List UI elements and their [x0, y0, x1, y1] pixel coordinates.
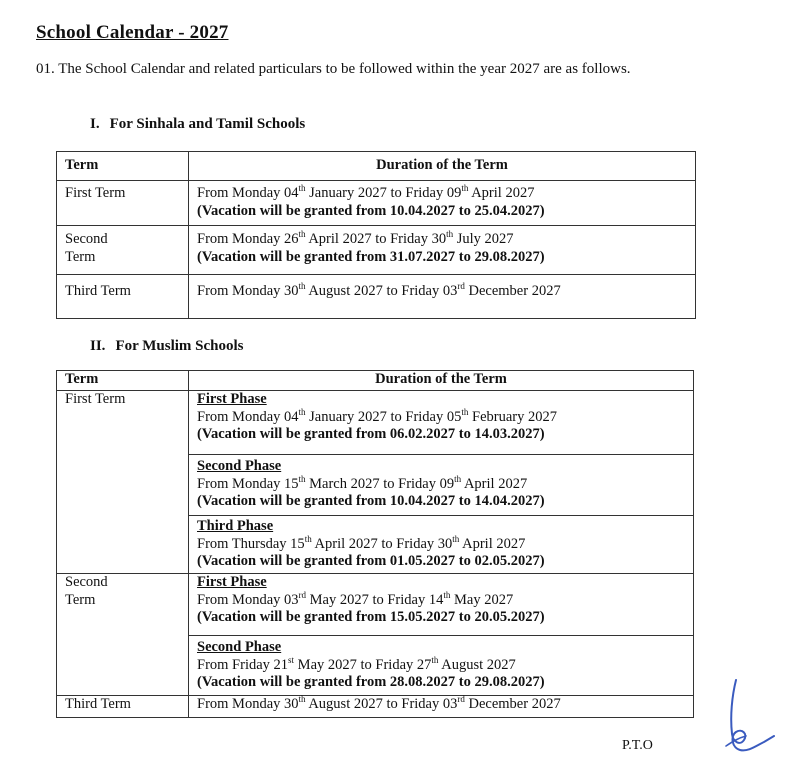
table-header-row	[57, 152, 696, 181]
term-label: First Term	[65, 185, 126, 201]
term-cell	[57, 275, 189, 319]
term-label: First Term	[65, 391, 126, 407]
term-cell	[57, 226, 189, 275]
vacation-text: (Vacation will be granted from 15.05.2027 to 20.05.2027)	[197, 609, 545, 625]
duration-cell	[189, 226, 696, 275]
vacation-text: (Vacation will be granted from 31.07.2027 to 29.08.2027)	[197, 249, 545, 265]
phase-title: First Phase	[197, 391, 267, 407]
duration-text: From Thursday 15th April 2027 to Friday 30th April 2027	[197, 533, 526, 552]
table-row	[57, 574, 694, 636]
phase-title: Second Phase	[197, 458, 282, 474]
table-row	[57, 275, 696, 319]
vacation-text: (Vacation will be granted from 10.04.2027 to 14.04.2027)	[197, 493, 545, 509]
duration-text: From Monday 26th April 2027 to Friday 30th July 2027	[197, 229, 514, 247]
phase-cell	[189, 391, 694, 455]
term-label: Second	[65, 231, 108, 247]
phase-title: Second Phase	[197, 639, 282, 655]
section1-heading	[90, 116, 305, 133]
section1-number: I.	[90, 116, 100, 132]
phase-cell	[189, 516, 694, 574]
term-label-line2: Term	[65, 249, 96, 265]
section1-title: For Sinhala and Tamil Schools	[109, 116, 306, 132]
duration-cell	[189, 275, 696, 319]
term-label: Third Term	[65, 283, 131, 299]
sinhala-tamil-table	[56, 151, 696, 319]
phase-title: First Phase	[197, 574, 267, 590]
duration-text: From Monday 03rd May 2027 to Friday 14th May 2027	[197, 589, 514, 608]
duration-text: From Monday 30th August 2027 to Friday 03rd December 2027	[197, 281, 561, 299]
col-duration-header: Duration of the Term	[189, 371, 694, 391]
col-term-header: Term	[57, 371, 189, 391]
col-duration-header: Duration of the Term	[189, 152, 696, 181]
col-term-header: Term	[57, 152, 189, 181]
term-label: Third Term	[65, 696, 131, 712]
section2-title: For Muslim Schools	[115, 338, 244, 354]
term-cell	[57, 181, 189, 226]
pto-label: P.T.O	[622, 738, 653, 753]
duration-text: From Friday 21st May 2027 to Friday 27th August 2027	[197, 654, 516, 673]
duration-text: From Monday 04th January 2027 to Friday 09th April 2027	[197, 183, 535, 201]
section2-number: II.	[90, 338, 106, 354]
duration-cell	[189, 181, 696, 226]
table-row	[57, 391, 694, 455]
intro-paragraph: 01. The School Calendar and related particulars to be followed within the year 2027 are as follows.	[36, 61, 631, 77]
duration-text: From Monday 04th January 2027 to Friday 05th February 2027	[197, 406, 557, 425]
phase-cell	[189, 574, 694, 636]
duration-text: From Monday 15th March 2027 to Friday 09th April 2027	[197, 473, 528, 492]
term-cell	[57, 391, 189, 574]
page-title: School Calendar - 2027	[36, 22, 229, 43]
vacation-text: (Vacation will be granted from 01.05.2027 to 02.05.2027)	[197, 553, 545, 569]
table-row	[57, 181, 696, 226]
duration-text: From Monday 30th August 2027 to Friday 03rd December 2027	[197, 694, 561, 712]
table-header-row	[57, 371, 694, 391]
vacation-text: (Vacation will be granted from 28.08.2027 to 29.08.2027)	[197, 674, 545, 690]
phase-cell	[189, 455, 694, 516]
term-cell	[57, 574, 189, 696]
muslim-schools-table	[56, 370, 694, 718]
phase-title: Third Phase	[197, 518, 274, 534]
section2-heading	[90, 338, 244, 355]
phase-cell	[189, 636, 694, 696]
signature-icon	[718, 676, 780, 758]
table-row	[57, 226, 696, 275]
duration-cell	[189, 696, 694, 718]
table-row	[57, 696, 694, 718]
vacation-text: (Vacation will be granted from 06.02.2027 to 14.03.2027)	[197, 426, 545, 442]
vacation-text: (Vacation will be granted from 10.04.2027 to 25.04.2027)	[197, 203, 545, 219]
term-label-line2: Term	[65, 591, 96, 608]
term-label: Second	[65, 574, 108, 590]
term-cell	[57, 696, 189, 718]
